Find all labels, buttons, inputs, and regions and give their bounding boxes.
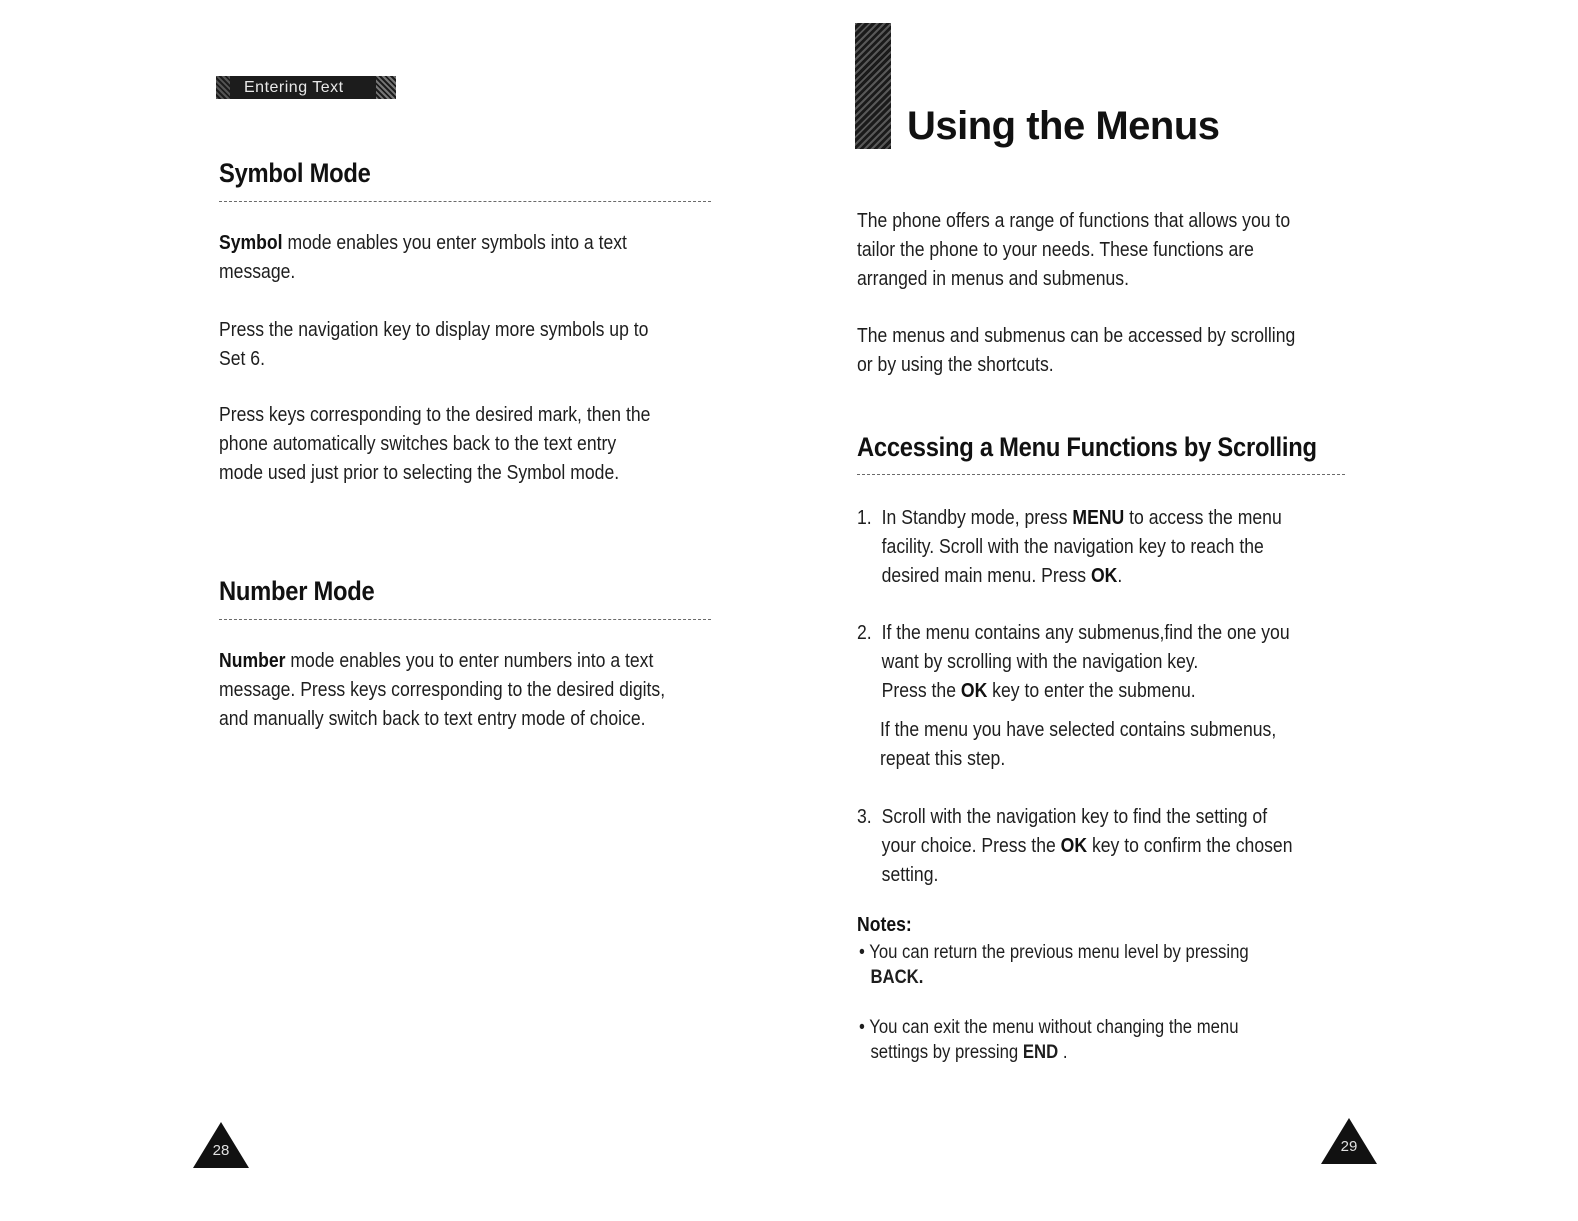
back-key-label: BACK.	[870, 967, 924, 988]
page-number-badge-right	[1321, 1118, 1377, 1164]
symbol-mode-heading: Symbol Mode	[219, 158, 371, 188]
text-line: desired main menu. Press	[881, 565, 1091, 587]
text-line: setting.	[881, 864, 939, 886]
text-line: key to confirm the chosen	[1087, 835, 1293, 857]
tab-hatch-left	[216, 76, 230, 99]
page-number-badge-left	[193, 1122, 249, 1168]
text-line: If the menu contains any submenus,find the one you	[881, 622, 1290, 644]
text-line: If the menu you have selected contains submenus,	[880, 719, 1277, 741]
notes-title: Notes:	[857, 914, 912, 936]
text-line: Press the	[881, 680, 961, 702]
note-1	[859, 940, 1249, 990]
text-line: or by using the shortcuts.	[857, 354, 1054, 376]
number-mode-heading: Number Mode	[219, 576, 375, 606]
number-mode-paragraph	[219, 647, 665, 734]
text-line: message.	[219, 261, 296, 283]
text-line: Press the navigation key to display more symbols up to	[219, 319, 649, 341]
text-line: mode enables you enter symbols into a text	[282, 232, 627, 254]
section-rule	[857, 474, 1345, 475]
page-number: 28	[212, 1142, 230, 1159]
chapter-title: Using the Menus	[907, 104, 1220, 148]
page-number: 29	[1340, 1138, 1358, 1155]
text-line: facility. Scroll with the navigation key to reach the	[881, 536, 1264, 558]
symbol-mode-paragraph-3	[219, 401, 650, 488]
step-number: 2.	[857, 622, 872, 644]
text-line: want by scrolling with the navigation key.	[881, 651, 1199, 673]
intro-paragraph-2	[857, 322, 1295, 380]
note-2	[859, 1015, 1239, 1065]
ok-key-label: OK	[960, 680, 988, 702]
text-line: The phone offers a range of functions that allows you to	[857, 210, 1291, 232]
step-number: 3.	[857, 806, 872, 828]
symbol-mode-paragraph-1	[219, 229, 627, 287]
text-line: settings by pressing	[870, 1042, 1023, 1063]
text-line: The menus and submenus can be accessed by scrolling	[857, 325, 1296, 347]
symbol-bold: Symbol	[219, 232, 283, 254]
step-number: 1.	[857, 507, 872, 529]
section-tab-label: Entering Text	[244, 79, 344, 96]
symbol-mode-rule	[219, 201, 711, 202]
text-line: phone automatically switches back to the text entry	[219, 433, 617, 455]
text-line: In Standby mode, press	[881, 507, 1073, 529]
text-line: • You can exit the menu without changing the menu	[859, 1017, 1239, 1038]
end-key-label: END	[1022, 1042, 1059, 1063]
number-mode-rule	[219, 619, 711, 620]
text-line: to access the menu	[1124, 507, 1282, 529]
step-1	[857, 504, 1282, 591]
text-line: and manually switch back to text entry mode of choice.	[219, 708, 646, 730]
step-2	[857, 619, 1290, 706]
ok-key-label: OK	[1090, 565, 1118, 587]
text-line: Press keys corresponding to the desired mark, then the	[219, 404, 651, 426]
text-line: arranged in menus and submenus.	[857, 268, 1130, 290]
text-line: .	[1058, 1042, 1068, 1063]
ok-key-label: OK	[1060, 835, 1088, 857]
text-line: .	[1117, 565, 1123, 587]
text-line: Scroll with the navigation key to find the setting of	[881, 806, 1268, 828]
number-bold: Number	[219, 650, 286, 672]
symbol-mode-paragraph-2	[219, 316, 648, 374]
chapter-bar	[855, 23, 891, 149]
text-line: mode enables you to enter numbers into a text	[285, 650, 654, 672]
text-line: your choice. Press the	[881, 835, 1061, 857]
chapter-bar-shade	[855, 23, 891, 149]
text-line: repeat this step.	[880, 748, 1006, 770]
text-line: • You can return the previous menu level by pressing	[859, 942, 1249, 963]
step-2-extra	[880, 716, 1276, 774]
text-line: message. Press keys corresponding to the desired digits,	[219, 679, 666, 701]
text-line: Set 6.	[219, 348, 265, 370]
intro-paragraph-1	[857, 207, 1290, 294]
tab-hatch-right	[376, 76, 396, 99]
menu-key-label: MENU	[1072, 507, 1125, 529]
step-3	[857, 803, 1293, 890]
text-line: mode used just prior to selecting the Symbol mode.	[219, 462, 620, 484]
text-line: tailor the phone to your needs. These functions are	[857, 239, 1254, 261]
section-tab	[216, 76, 396, 99]
section-heading: Accessing a Menu Functions by Scrolling	[857, 432, 1317, 462]
text-line: key to enter the submenu.	[987, 680, 1196, 702]
